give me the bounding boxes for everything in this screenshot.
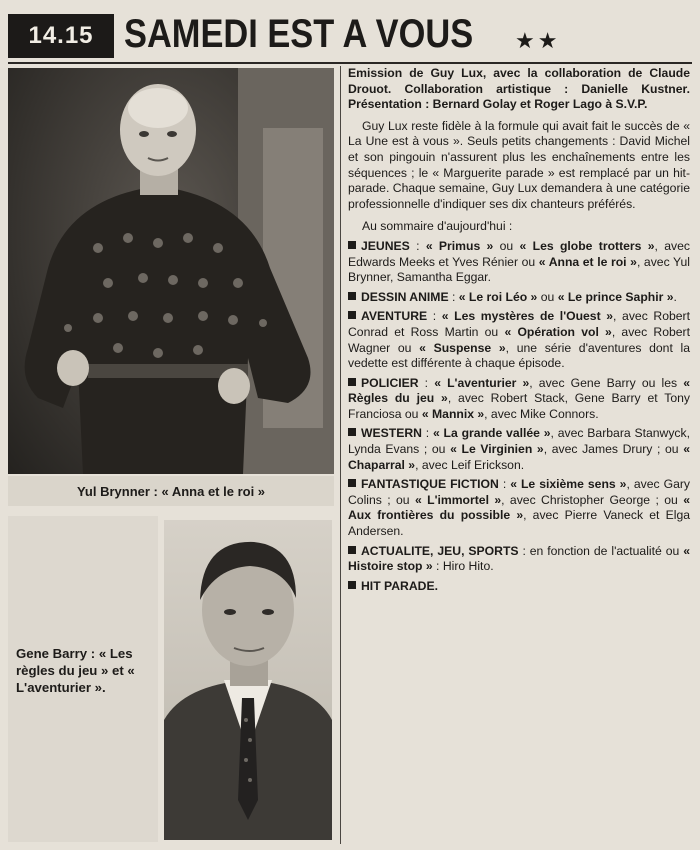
yul-brynner-figure [8, 68, 334, 474]
program-category: ACTUALITE, JEU, SPORTS [361, 543, 519, 558]
program-category: DESSIN ANIME [361, 289, 449, 304]
program-text: , avec Gene Barry ou les [529, 375, 684, 390]
program-category: AVENTURE [361, 309, 428, 324]
program-show-title: « L'immortel » [414, 492, 502, 507]
program-text: , avec Robert Stack, Gene Barry et Tony Franciosa ou [348, 391, 690, 421]
photo-caption-side: Gene Barry : « Les règles du jeu » et « L'aventurier ». [16, 646, 135, 695]
program-category: JEUNES [361, 238, 410, 253]
bullet-square-icon [348, 479, 356, 487]
program-text: , avec James Drury ; ou [543, 442, 684, 457]
program-show-title: « Le Virginien » [450, 442, 544, 457]
program-show-title: « Le roi Léo » [458, 289, 538, 304]
program-text: ou [537, 289, 558, 304]
program-category: HIT PARADE. [361, 578, 438, 593]
program-text: , avec Robert Wagner ou [348, 324, 690, 355]
program-item [348, 426, 690, 473]
program-text: , avec Mike Connors. [484, 406, 599, 421]
article-text [348, 66, 690, 594]
program-text: , avec Gary Colins ; ou [348, 477, 690, 507]
program-show-title: « Mannix » [421, 406, 485, 421]
program-show-title: « Aux frontières du possible » [348, 492, 690, 523]
program-show-title: « Anna et le roi » [538, 254, 637, 269]
program-show-title: « Les globe trotters » [519, 238, 655, 253]
bullet-square-icon [348, 241, 356, 249]
bullet-square-icon [348, 546, 356, 554]
gene-barry-figure [164, 520, 332, 840]
program-item [348, 376, 690, 423]
program-item [348, 579, 690, 595]
program-item [348, 239, 690, 286]
program-show-title: « Suspense » [419, 340, 506, 355]
program-text: , avec Edwards Meeks et Yves Rénier ou [348, 238, 690, 269]
body-paragraph: Guy Lux reste fidèle à la formule qui avait fait le succès de « La Une est à vous ». Seuls petits changements : David Michel et son pingouin n'assurent plus les enchaînements entre les séquences ; le « Marguerite parade » est remplacé par un hit-parade. Chaque semaine, Guy Lux demandera à une catégorie professionnelle d'indiquer ses dix chanteurs préférés. [348, 118, 690, 211]
program-show-title: « L'aventurier » [434, 375, 530, 390]
bullet-square-icon [348, 428, 356, 436]
program-item [348, 477, 690, 539]
bullet-square-icon [348, 292, 356, 300]
program-show-title: « Règles du jeu » [348, 375, 690, 406]
program-text: : [418, 375, 435, 390]
bullet-square-icon [348, 581, 356, 589]
program-item [348, 544, 690, 575]
program-text: , une série d'aventures dont la vedette est différente à chaque épisode. [348, 340, 690, 371]
sommaire-heading: Au sommaire d'aujourd'hui : [362, 219, 513, 234]
photo-yul-brynner [8, 68, 334, 474]
program-text: : en fonction de l'actualité ou [518, 543, 684, 558]
program-text: : [498, 477, 511, 492]
photo-gene-barry [164, 520, 332, 840]
credits-paragraph: Emission de Guy Lux, avec la collaboration de Claude Drouot. Collaboration artistique : Danielle Kustner. Présentation : Bernard Golay et Roger Lago à S.V.P. [348, 66, 690, 112]
program-text: : [448, 289, 459, 304]
program-show-title: « Les mystères de l'Ouest » [441, 309, 614, 324]
program-item [348, 309, 690, 371]
program-item [348, 290, 690, 306]
header-rule [8, 62, 692, 64]
rating-stars: ★★ [515, 28, 561, 53]
program-show-title: « Opération vol » [504, 324, 612, 339]
program-text: . [673, 289, 677, 304]
program-text: , avec Barbara Stanwyck, Lynda Evans ; ou [348, 426, 691, 457]
program-text: , avec Yul Brynner, Samantha Eggar. [348, 254, 690, 285]
photo-caption-top: Yul Brynner : « Anna et le roi » [8, 476, 334, 506]
program-list [348, 239, 690, 594]
program-text: , avec Christopher George ; ou [501, 492, 684, 507]
program-text: ou [493, 238, 520, 253]
column-divider [340, 66, 341, 844]
program-category: WESTERN [361, 426, 422, 441]
bullet-square-icon [348, 378, 356, 386]
program-text: : [409, 238, 426, 253]
program-text: : Hiro Hito. [432, 559, 494, 574]
program-category: FANTASTIQUE FICTION [361, 477, 499, 492]
program-text: : [421, 426, 433, 441]
program-show-title: « Primus » [425, 238, 494, 253]
program-text: : [427, 309, 442, 324]
program-show-title: « Histoire stop » [348, 543, 690, 574]
program-text: , avec Robert Conrad et Ross Martin ou [348, 309, 691, 339]
bullet-square-icon [348, 311, 356, 319]
program-title: SAMEDI EST A VOUS [124, 12, 474, 56]
program-show-title: « La grande vallée » [432, 426, 551, 441]
time-badge: 14.15 [8, 14, 114, 58]
program-text: , avec Leif Erickson. [415, 457, 525, 472]
program-show-title: « Le sixième sens » [510, 477, 627, 492]
program-show-title: « Chaparral » [348, 442, 691, 472]
program-text: , avec Pierre Vaneck et Elga Andersen. [348, 508, 691, 539]
program-category: POLICIER [361, 375, 419, 390]
program-show-title: « Le prince Saphir » [557, 289, 674, 304]
